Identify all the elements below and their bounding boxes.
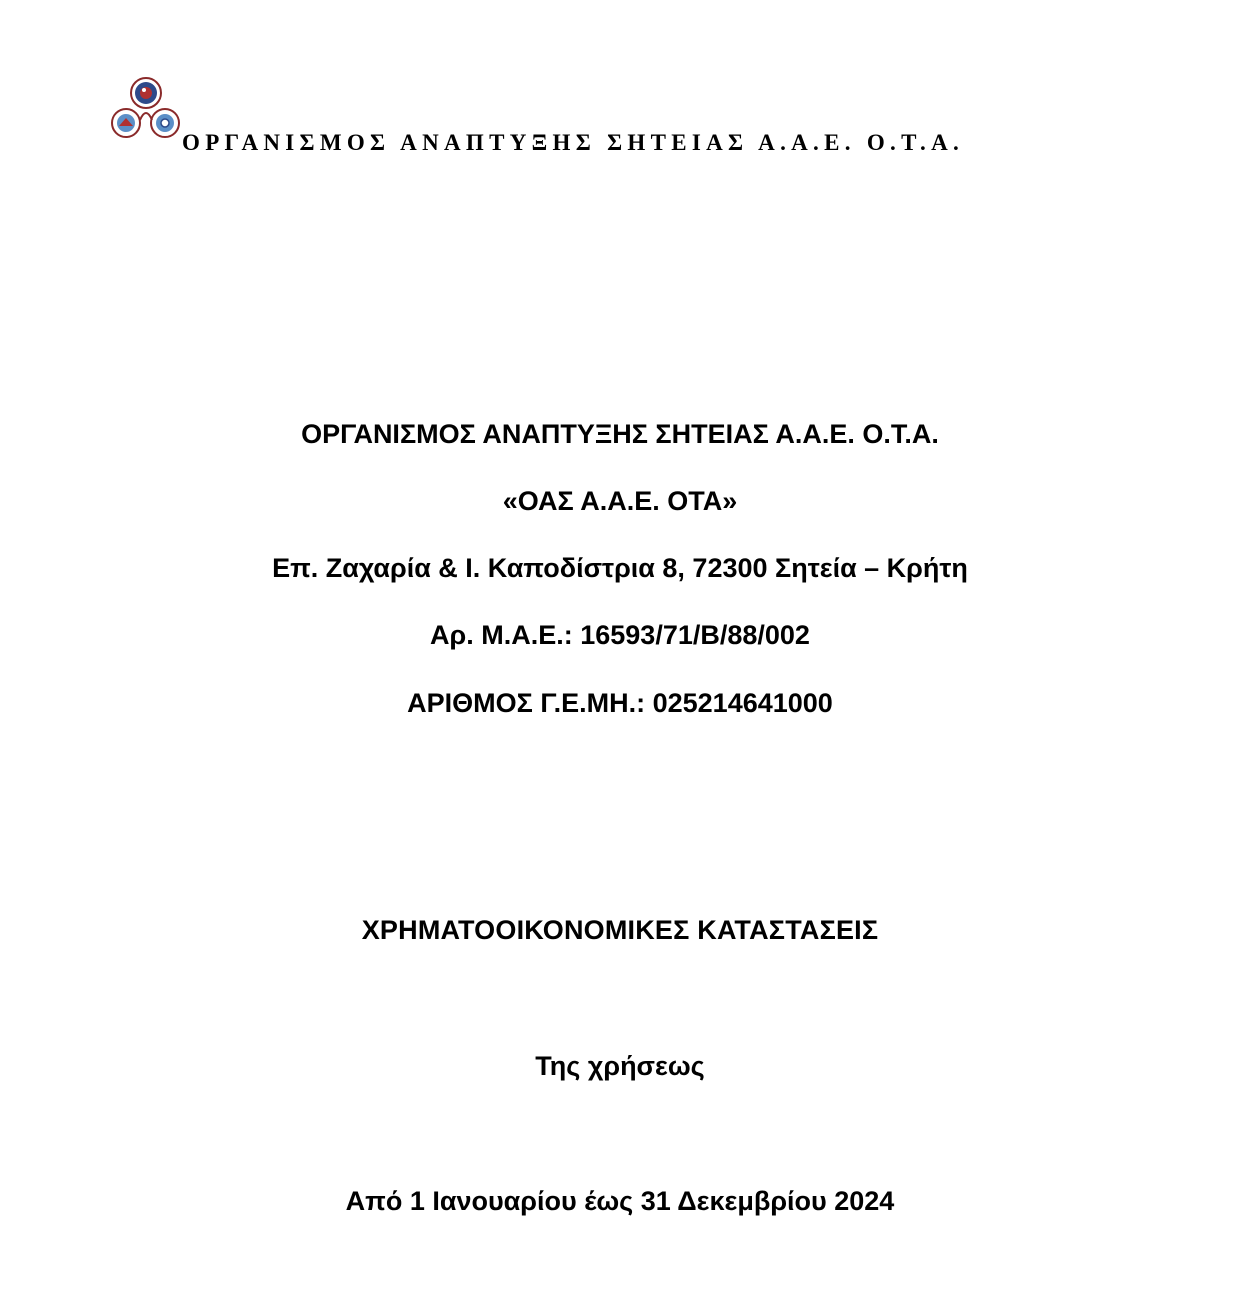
gemi-registration-number: ΑΡΙΘΜΟΣ Γ.Ε.ΜΗ.: 025214641000 xyxy=(407,688,833,718)
company-address: Επ. Ζαχαρία & Ι. Καποδίστρια 8, 72300 Σητεία – Κρήτη xyxy=(272,553,968,583)
document-title: ΧΡΗΜΑΤΟΟΙΚΟΝΟΜΙΚΕΣ ΚΑΤΑΣΤΑΣΕΙΣ xyxy=(361,915,879,945)
period-intro: Της χρήσεως xyxy=(535,1051,705,1081)
company-name: ΟΡΓΑΝΙΣΜΟΣ ΑΝΑΠΤΥΞΗΣ ΣΗΤΕΙΑΣ Α.Α.Ε. Ο.Τ.Α. xyxy=(301,419,939,449)
reporting-period: Από 1 Ιανουαρίου έως 31 Δεκεμβρίου 2024 xyxy=(345,1186,895,1216)
mae-registration-number: Αρ. Μ.Α.Ε.: 16593/71/Β/88/002 xyxy=(430,620,810,650)
organization-logo-icon xyxy=(110,76,182,142)
company-short-name: «ΟΑΣ Α.Α.Ε. ΟΤΑ» xyxy=(502,486,738,516)
header-organization-name: ΟΡΓΑΝΙΣΜΟΣ ΑΝΑΠΤΥΞΗΣ ΣΗΤΕΙΑΣ Α.Α.Ε. Ο.Τ.Α. xyxy=(182,130,965,155)
